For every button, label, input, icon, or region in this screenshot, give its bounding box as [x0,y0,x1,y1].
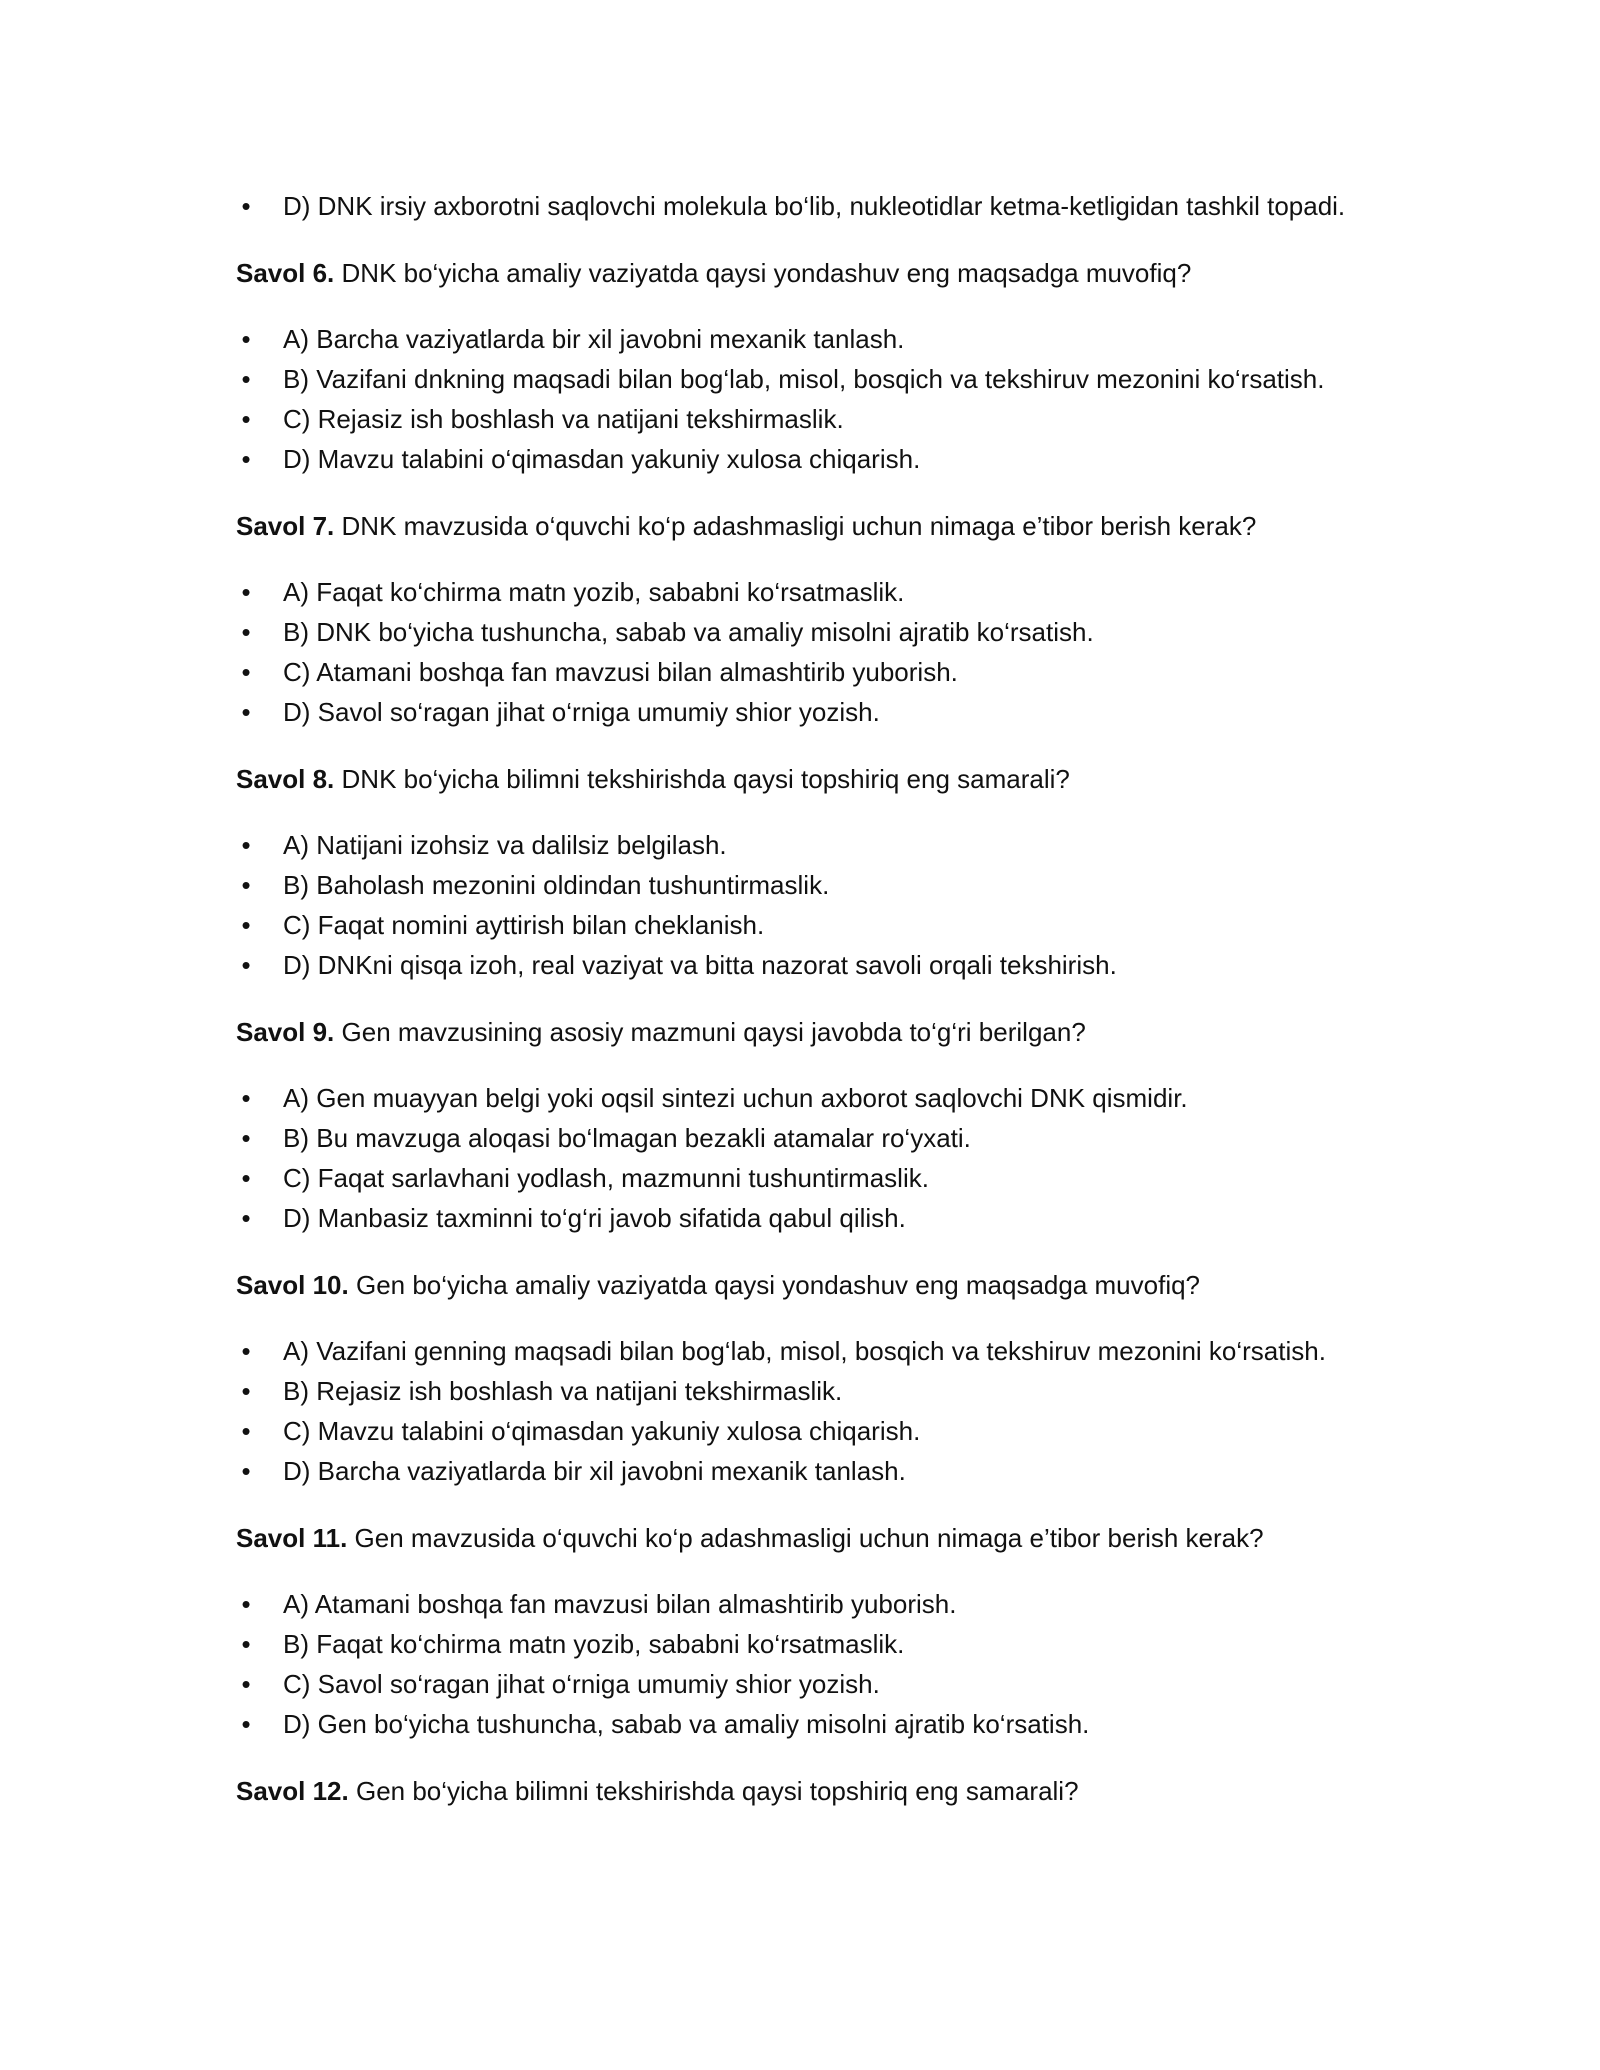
bullet-icon: • [241,1669,251,1699]
list-item [236,1371,1386,1411]
option-list-10 [236,1331,1386,1491]
list-item [236,1584,1386,1624]
list-item [236,186,1386,226]
bullet-icon: • [241,577,251,607]
option-text: D) Barcha vaziyatlarda bir xil javobni mexanik tanlash. [283,1456,906,1486]
list-item [236,319,1386,359]
option-text: B) Faqat ko‘chirma matn yozib, sababni ko‘rsatmaslik. [283,1629,905,1659]
bullet-icon: • [241,1336,251,1366]
bullet-icon: • [241,950,251,980]
bullet-icon: • [241,1456,251,1486]
option-text: A) Faqat ko‘chirma matn yozib, sababni ko‘rsatmaslik. [283,577,905,607]
option-text: D) Mavzu talabini o‘qimasdan yakuniy xulosa chiqarish. [283,444,921,474]
option-text: C) Faqat nomini ayttirish bilan cheklanish. [283,910,765,940]
option-text: A) Natijani izohsiz va dalilsiz belgilash. [283,830,727,860]
option-list-7 [236,572,1386,732]
bullet-icon: • [241,364,251,394]
option-text: D) Manbasiz taxminni to‘g‘ri javob sifatida qabul qilish. [283,1203,906,1233]
option-list-8 [236,825,1386,985]
list-item [236,865,1386,905]
list-item [236,692,1386,732]
option-text: A) Barcha vaziyatlarda bir xil javobni mexanik tanlash. [283,324,905,354]
list-item [236,945,1386,985]
option-text: A) Vazifani genning maqsadi bilan bog‘lab, misol, bosqich va tekshiruv mezonini ko‘rsatish. [283,1336,1326,1366]
question-number: Savol 9. [236,1017,335,1047]
option-text: D) Savol so‘ragan jihat o‘rniga umumiy shior yozish. [283,697,880,727]
question-7 [236,506,1386,546]
list-item [236,612,1386,652]
bullet-icon: • [241,1123,251,1153]
lead-option-list [236,186,1386,226]
list-item [236,1451,1386,1491]
question-12 [236,1771,1386,1811]
bullet-icon: • [241,870,251,900]
question-number: Savol 8. [236,764,335,794]
option-text: B) Vazifani dnkning maqsadi bilan bog‘lab, misol, bosqich va tekshiruv mezonini ko‘rsatish. [283,364,1325,394]
option-text: B) DNK bo‘yicha tushuncha, sabab va amaliy misolni ajratib ko‘rsatish. [283,617,1094,647]
question-text: DNK mavzusida o‘quvchi ko‘p adashmasligi uchun nimaga e’tibor berish kerak? [341,511,1257,541]
question-number: Savol 10. [236,1270,349,1300]
bullet-icon: • [241,1163,251,1193]
list-item [236,1624,1386,1664]
list-item [236,905,1386,945]
option-text: C) Savol so‘ragan jihat o‘rniga umumiy shior yozish. [283,1669,880,1699]
bullet-icon: • [241,1416,251,1446]
question-number: Savol 7. [236,511,335,541]
bullet-icon: • [241,830,251,860]
list-item [236,1664,1386,1704]
option-text: A) Atamani boshqa fan mavzusi bilan almashtirib yuborish. [283,1589,957,1619]
bullet-icon: • [241,324,251,354]
document-content [236,186,1386,1837]
question-text: Gen mavzusida o‘quvchi ko‘p adashmasligi uchun nimaga e’tibor berish kerak? [354,1523,1264,1553]
bullet-icon: • [241,1709,251,1739]
question-text: Gen bo‘yicha amaliy vaziyatda qaysi yondashuv eng maqsadga muvofiq? [355,1270,1201,1300]
list-item [236,1078,1386,1118]
question-text: Gen bo‘yicha bilimni tekshirishda qaysi topshiriq eng samarali? [355,1776,1079,1806]
list-item [236,825,1386,865]
list-item [236,1198,1386,1238]
bullet-icon: • [241,1203,251,1233]
list-item [236,359,1386,399]
bullet-icon: • [241,657,251,687]
option-list-6 [236,319,1386,479]
option-text: B) Rejasiz ish boshlash va natijani tekshirmaslik. [283,1376,843,1406]
option-text: C) Rejasiz ish boshlash va natijani tekshirmaslik. [283,404,844,434]
list-item [236,1118,1386,1158]
list-item [236,439,1386,479]
bullet-icon: • [241,444,251,474]
option-text: D) Gen bo‘yicha tushuncha, sabab va amaliy misolni ajratib ko‘rsatish. [283,1709,1090,1739]
bullet-icon: • [241,1629,251,1659]
list-item [236,1704,1386,1744]
option-text: B) Bu mavzuga aloqasi bo‘lmagan bezakli atamalar ro‘yxati. [283,1123,971,1153]
question-11 [236,1518,1386,1558]
question-6 [236,253,1386,293]
option-text: C) Atamani boshqa fan mavzusi bilan almashtirib yuborish. [283,657,958,687]
bullet-icon: • [241,617,251,647]
option-text: D) DNKni qisqa izoh, real vaziyat va bitta nazorat savoli orqali tekshirish. [283,950,1117,980]
bullet-icon: • [241,1083,251,1113]
option-text: B) Baholash mezonini oldindan tushuntirmaslik. [283,870,830,900]
question-number: Savol 12. [236,1776,349,1806]
option-list-11 [236,1584,1386,1744]
list-item [236,1411,1386,1451]
question-8 [236,759,1386,799]
option-list-9 [236,1078,1386,1238]
bullet-icon: • [241,1589,251,1619]
question-text: DNK bo‘yicha bilimni tekshirishda qaysi topshiriq eng samarali? [341,764,1070,794]
option-text: D) DNK irsiy axborotni saqlovchi molekula bo‘lib, nukleotidlar ketma-ketligidan tashkil topadi. [283,191,1346,221]
list-item [236,652,1386,692]
question-text: Gen mavzusining asosiy mazmuni qaysi javobda to‘g‘ri berilgan? [341,1017,1086,1047]
bullet-icon: • [241,910,251,940]
bullet-icon: • [241,697,251,727]
question-text: DNK bo‘yicha amaliy vaziyatda qaysi yondashuv eng maqsadga muvofiq? [341,258,1192,288]
list-item [236,399,1386,439]
list-item [236,1158,1386,1198]
list-item [236,1331,1386,1371]
bullet-icon: • [241,404,251,434]
question-number: Savol 6. [236,258,335,288]
bullet-icon: • [241,1376,251,1406]
question-9 [236,1012,1386,1052]
option-text: A) Gen muayyan belgi yoki oqsil sintezi uchun axborot saqlovchi DNK qismidir. [283,1083,1188,1113]
question-number: Savol 11. [236,1523,348,1553]
option-text: C) Faqat sarlavhani yodlash, mazmunni tushuntirmaslik. [283,1163,929,1193]
bullet-icon: • [241,191,251,221]
list-item [236,572,1386,612]
option-text: C) Mavzu talabini o‘qimasdan yakuniy xulosa chiqarish. [283,1416,921,1446]
question-10 [236,1265,1386,1305]
